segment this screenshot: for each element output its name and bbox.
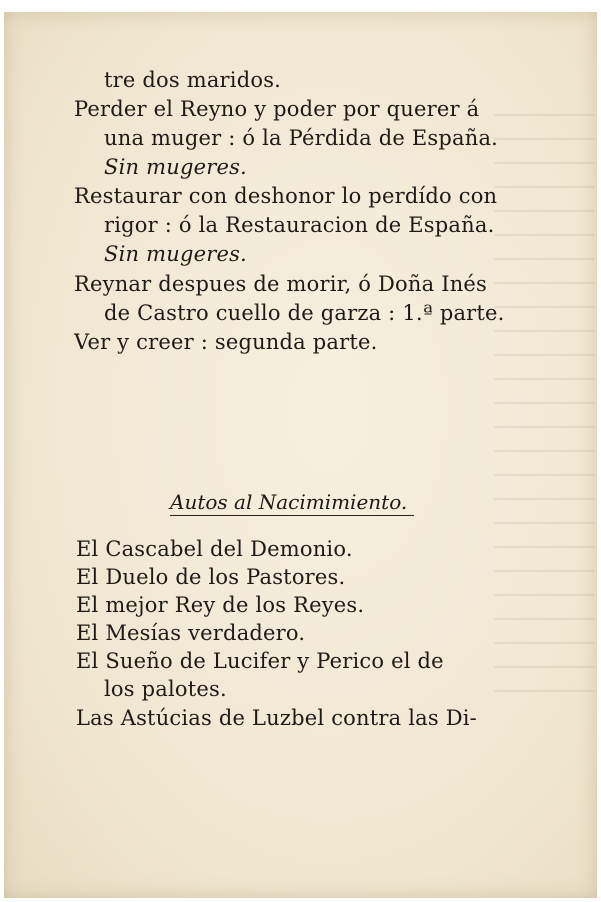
entry-line: El Sueño de Lucifer y Perico el de <box>76 649 444 673</box>
entry-line: una muger : ó la Pérdida de España. <box>104 126 499 150</box>
entry-line: rigor : ó la Restauracion de España. <box>104 213 495 237</box>
entry-line: Perder el Reyno y poder por querer á <box>74 97 480 121</box>
entry-note: Sin mugeres. <box>104 155 247 179</box>
entry-line: tre dos maridos. <box>104 68 282 92</box>
entry-line: Reynar despues de morir, ó Doña Inés <box>74 272 488 296</box>
entry-line: de Castro cuello de garza : 1.ª parte. <box>104 301 505 325</box>
entry-line: Las Astúcias de Luzbel contra las Di- <box>76 706 477 730</box>
entry-line: El Mesías verdadero. <box>76 621 306 645</box>
heading-underline <box>170 515 414 516</box>
entry-line: El Duelo de los Pastores. <box>76 565 346 589</box>
book-page <box>4 12 597 898</box>
bleed-through-text <box>494 92 594 712</box>
entry-note: Sin mugeres. <box>104 242 247 266</box>
entry-line: Ver y creer : segunda parte. <box>74 330 378 354</box>
entry-line: Restaurar con deshonor lo perdído con <box>74 184 498 208</box>
section-heading: Autos al Nacimimiento. <box>170 490 408 514</box>
entry-line: El mejor Rey de los Reyes. <box>76 593 365 617</box>
entry-line: El Cascabel del Demonio. <box>76 537 353 561</box>
entry-line: los palotes. <box>104 677 227 701</box>
